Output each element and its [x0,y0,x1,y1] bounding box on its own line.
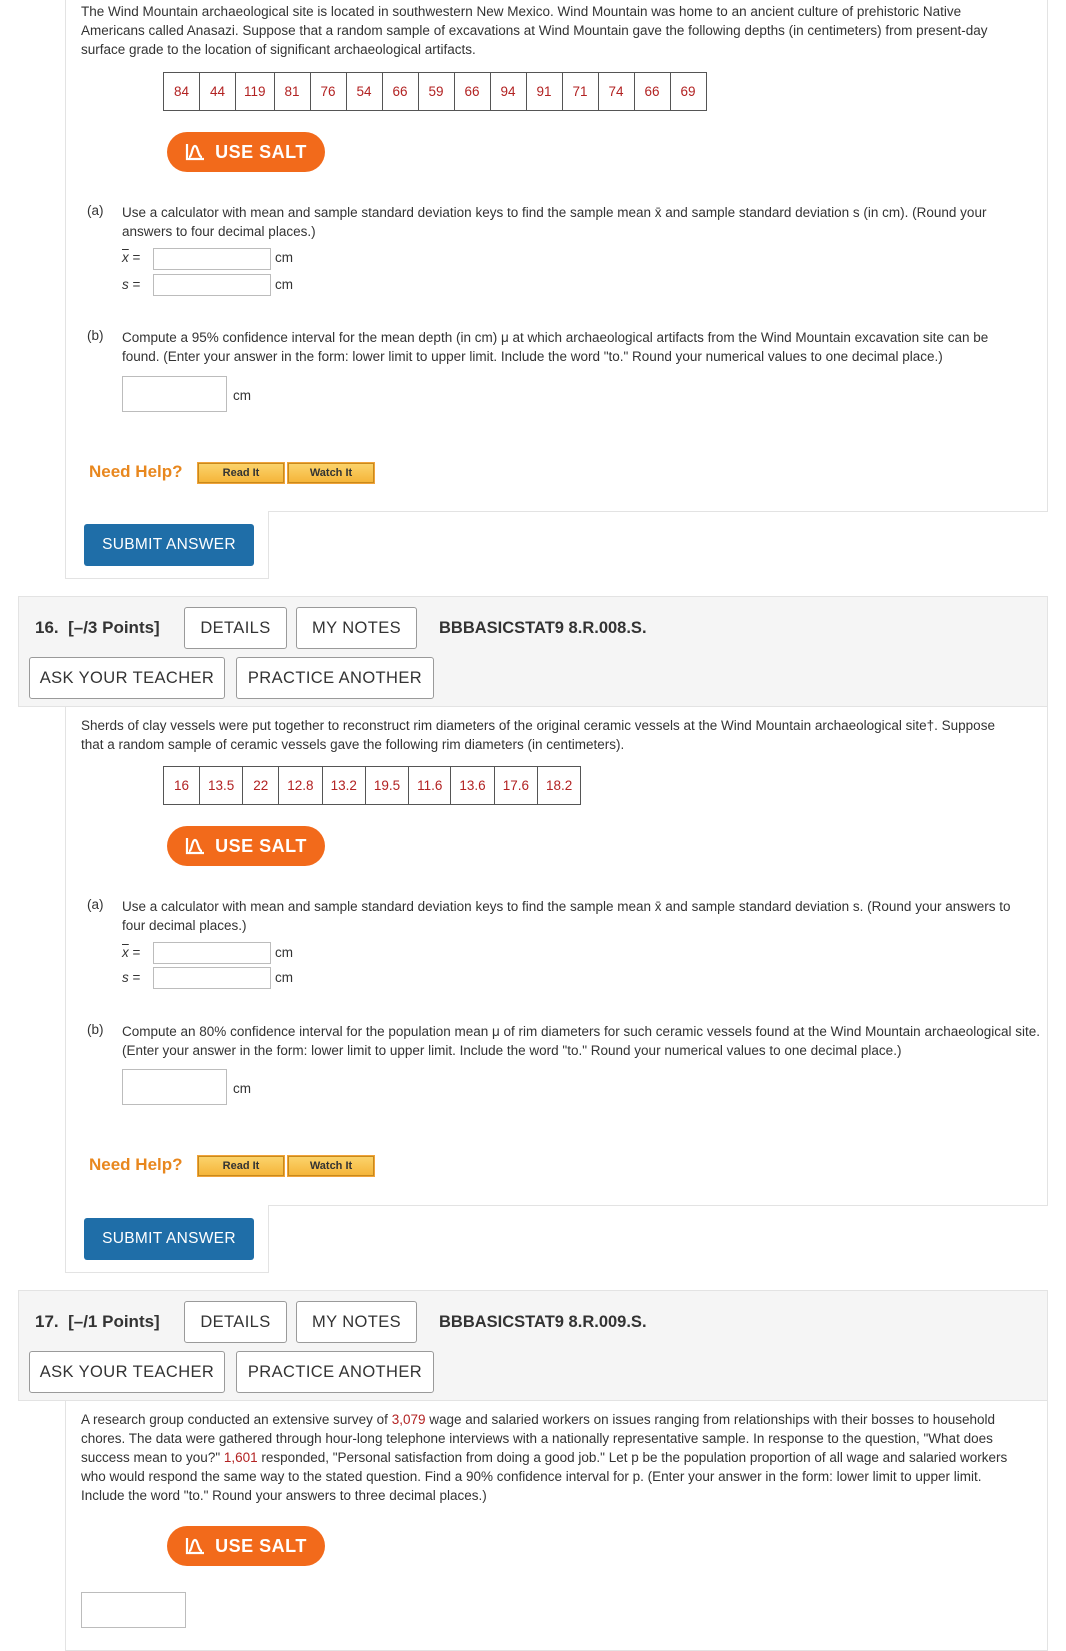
q17-number: 17. [–/1 Points] [35,1312,160,1331]
q17-responded-count: 1,601 [223,1450,258,1465]
q15-data-cell: 66 [454,73,490,111]
q17-practice-another-button[interactable]: PRACTICE ANOTHER [236,1351,434,1393]
salt-chart-icon [185,143,205,161]
q15-data-cell: 54 [346,73,382,111]
q16-s-unit: cm [275,970,293,985]
q15-data-cell: 66 [634,73,670,111]
q17-code: BBBASICSTAT9 8.R.009.S. [439,1313,647,1331]
q17-details-button[interactable]: DETAILS [184,1301,287,1343]
q17-workers-count: 3,079 [391,1412,426,1427]
q16-ci-input[interactable] [122,1069,227,1105]
q16-data-cell: 17.6 [494,767,537,805]
use-salt-label: USE SALT [215,141,307,162]
q16-part-a-text: Use a calculator with mean and sample standard deviation keys to find the sample mean x̄ and sample standard deviation s. (Round your answers to four decimal places.) [122,899,1011,933]
q17-intro: A research group conducted an extensive survey of 3,079 wage and salaried workers on issues ranging from relationships with their bosses to household chores. The data were gathered through hour-long telephone interviews with a nationally representative sample. In response to the question, "What does success mean to you?" 1,601 responded, "Personal satisfaction from doing a good job." Let p be the population proportion of all wage and salaried workers who would respond the same way to the stated question. Find a 90% confidence interval for p. (Enter your answer in the form: lower limit to upper limit. Include the word "to." Round your answers to three decimal places.) [81,1412,1008,1503]
q15-need-help: Need Help? [89,462,183,481]
q16-ask-teacher-button[interactable]: ASK YOUR TEACHER [29,657,225,699]
q15-part-a-label: (a) [87,203,104,218]
q15-data-cell: 81 [274,73,310,111]
q15-part-b-label: (b) [87,328,104,343]
q15-data-cell: 71 [562,73,598,111]
q16-need-help: Need Help? [89,1155,183,1174]
q17-ask-teacher-button[interactable]: ASK YOUR TEACHER [29,1351,225,1393]
q16-ci-unit: cm [233,1081,251,1096]
q16-xbar-label: $\overline{x}$ = [122,945,141,960]
q15-watch-it-button[interactable]: Watch It [288,463,374,483]
q15-data-cell: 74 [598,73,634,111]
q16-details-button[interactable]: DETAILS [184,607,287,649]
q16-xbar-input[interactable] [153,942,271,964]
q15-xbar-label: $\overline{x}$ = [122,250,141,265]
q16-s-input[interactable] [153,967,271,989]
q16-data-cell: 11.6 [409,767,451,805]
q15-intro: The Wind Mountain archaeological site is located in southwestern New Mexico. Wind Mountain was home to an ancient culture of prehistoric Native Americans called Anasazi. Suppose that a random sample of excavations at Wind Mountain gave the following depths (in centimeters) from present-day surface grade to the location of significant archaeological artifacts. [81,4,988,57]
salt-chart-icon [185,1537,205,1555]
q16-practice-another-button[interactable]: PRACTICE ANOTHER [236,657,434,699]
q16-data-cell: 16 [164,767,200,805]
q16-submit-button[interactable]: SUBMIT ANSWER [84,1218,254,1260]
q17-ci-input[interactable] [81,1592,186,1628]
q15-ci-input[interactable] [122,376,227,412]
q15-s-label: s = [122,277,141,292]
q16-data-table [163,766,581,805]
q16-data-cell: 12.8 [279,767,322,805]
q16-code: BBBASICSTAT9 8.R.008.S. [439,619,647,637]
q15-submit-button[interactable]: SUBMIT ANSWER [84,524,254,566]
use-salt-label: USE SALT [215,1535,307,1556]
q16-part-b-text: Compute an 80% confidence interval for the population mean μ of rim diameters for such ceramic vessels found at the Wind Mountain archaeological site. (Enter your answer in the form: lower limit to upper limit. Include the word "to." Round your numerical values to one decimal place.) [122,1024,1041,1058]
q16-read-it-button[interactable]: Read It [198,1156,284,1176]
q15-s-input[interactable] [153,274,271,296]
q15-data-cell: 59 [418,73,454,111]
q17-my-notes-button[interactable]: MY NOTES [296,1301,417,1343]
salt-chart-icon [185,837,205,855]
q15-data-cell: 84 [164,73,200,111]
q16-part-b-label: (b) [87,1022,104,1037]
q16-part-a-label: (a) [87,897,104,912]
q15-data-cell: 44 [200,73,236,111]
q15-data-cell: 69 [670,73,706,111]
q16-intro: Sherds of clay vessels were put together to reconstruct rim diameters of the original ceramic vessels at the Wind Mountain archaeological site†. Suppose that a random sample of ceramic vessels gave the following rim diameters (in centimeters). [81,718,995,752]
q15-xbar-unit: cm [275,250,293,265]
q15-ci-unit: cm [233,388,251,403]
q16-use-salt-button[interactable] [167,826,325,866]
q15-part-a-text: Use a calculator with mean and sample standard deviation keys to find the sample mean x̄ and sample standard deviation s (in cm). (Round your answers to four decimal places.) [122,205,987,239]
q15-s-unit: cm [275,277,293,292]
use-salt-label: USE SALT [215,835,307,856]
q16-watch-it-button[interactable]: Watch It [288,1156,374,1176]
q16-data-cell: 13.6 [451,767,494,805]
q16-data-cell: 19.5 [365,767,408,805]
q15-read-it-button[interactable]: Read It [198,463,284,483]
q16-xbar-unit: cm [275,945,293,960]
q16-my-notes-button[interactable]: MY NOTES [296,607,417,649]
q15-part-b-text: Compute a 95% confidence interval for the mean depth (in cm) μ at which archaeological artifacts from the Wind Mountain excavation site can be found. (Enter your answer in the form: lower limit to upper limit. Include the word "to." Round your numerical values to one decimal place.) [122,330,989,364]
q15-data-cell: 94 [490,73,526,111]
q16-data-cell: 18.2 [537,767,580,805]
q15-use-salt-button[interactable] [167,132,325,172]
q15-data-cell: 91 [526,73,562,111]
q15-data-cell: 119 [236,73,275,111]
q15-data-cell: 66 [382,73,418,111]
q16-s-label: s = [122,970,141,985]
q15-data-cell: 76 [310,73,346,111]
q16-number: 16. [–/3 Points] [35,618,160,637]
q16-data-cell: 13.5 [200,767,243,805]
q16-data-cell: 13.2 [322,767,365,805]
q15-xbar-input[interactable] [153,248,271,270]
q16-data-cell: 22 [243,767,279,805]
q15-data-table [163,72,707,111]
q17-use-salt-button[interactable] [167,1526,325,1566]
